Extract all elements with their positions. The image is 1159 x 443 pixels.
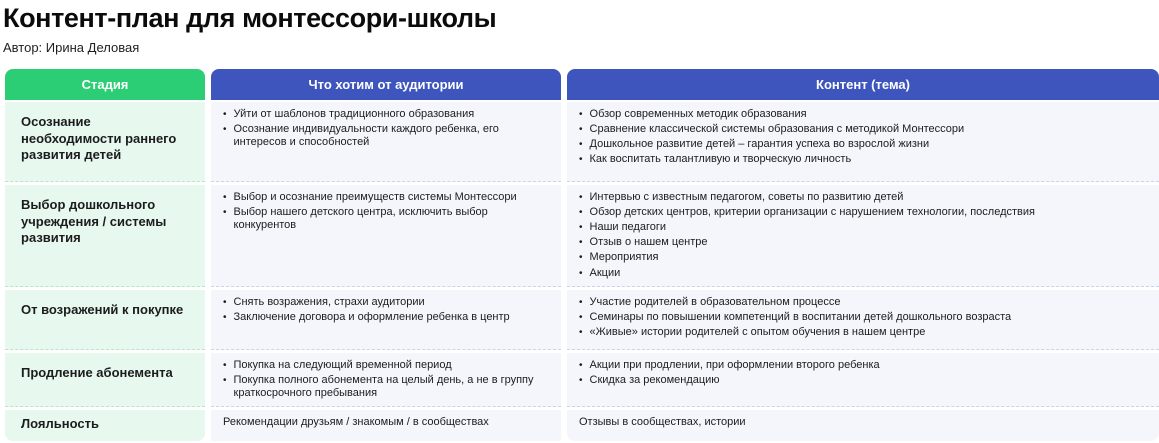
content-cell bbox=[567, 353, 1159, 408]
item-text: Наши педагоги bbox=[589, 221, 667, 234]
bullet-item bbox=[579, 311, 1145, 324]
item-text: Сравнение классической системы образования с методикой Монтессори bbox=[589, 122, 965, 135]
cell-text bbox=[579, 416, 1145, 429]
content-cell bbox=[567, 410, 1159, 441]
bullet-item bbox=[579, 296, 1145, 309]
stage-cell: Выбор дошкольного учреждения / системы развития bbox=[5, 185, 205, 287]
item-text: «Живые» истории родителей с опытом обучения в нашем центре bbox=[589, 326, 926, 339]
bullet-item bbox=[223, 296, 547, 309]
content-cell bbox=[567, 290, 1159, 350]
bullet-icon: • bbox=[579, 327, 583, 339]
bullet-icon: • bbox=[223, 312, 227, 323]
stage-cell: Продление абонемента bbox=[5, 353, 205, 408]
bullet-icon: • bbox=[223, 206, 227, 218]
table-row bbox=[5, 185, 1159, 287]
item-text: Выбор нашего детского центра, исключить выбор конкурентов bbox=[233, 205, 488, 232]
bullet-icon: • bbox=[579, 191, 583, 203]
column-header-audience: Что хотим от аудитории bbox=[211, 69, 561, 100]
item-text: Обзор детских центров, критерии организации с нарушением технологии, последствия bbox=[589, 205, 1035, 218]
bullet-icon: • bbox=[579, 252, 583, 264]
table-rows bbox=[5, 102, 1159, 442]
audience-cell bbox=[211, 290, 561, 350]
item-text: Покупка полного абонемента на целый день, а не в группу краткосрочного пребывания bbox=[233, 374, 534, 400]
table-row bbox=[5, 353, 1159, 408]
stage-cell: Лояльность bbox=[5, 410, 205, 441]
bullet-icon: • bbox=[223, 191, 227, 203]
item-text: Заключение договора и оформление ребенка в центр bbox=[233, 311, 510, 323]
page-author: Автор: Ирина Деловая bbox=[3, 39, 140, 55]
bullet-item bbox=[579, 359, 1145, 372]
column-header-content: Контент (тема) bbox=[567, 69, 1159, 100]
page-title: Контент-план для монтессори-школы bbox=[3, 3, 497, 33]
stage-cell: Осознание необходимости раннего развития детей bbox=[5, 102, 205, 182]
bullet-item bbox=[223, 191, 547, 204]
item-text: Мероприятия bbox=[589, 251, 659, 264]
item-text: Покупка на следующий временной период bbox=[233, 358, 452, 371]
bullet-item bbox=[579, 221, 1145, 234]
bullet-icon: • bbox=[223, 296, 227, 308]
bullet-item bbox=[223, 206, 547, 232]
bullet-icon: • bbox=[579, 312, 583, 323]
item-text: Осознание индивидуальности каждого ребенка, его интересов и способностей bbox=[233, 122, 499, 149]
bullet-icon: • bbox=[579, 296, 583, 308]
bullet-item bbox=[223, 108, 547, 121]
bullet-item bbox=[579, 251, 1145, 264]
table-header-row bbox=[5, 69, 1159, 100]
item-text: Семинары по повышении компетенций в воспитании детей дошкольного возраста bbox=[589, 311, 1012, 323]
bullet-item bbox=[579, 267, 1145, 280]
bullet-item bbox=[223, 359, 547, 372]
bullet-icon: • bbox=[579, 206, 583, 218]
table-row bbox=[5, 290, 1159, 350]
bullet-item bbox=[579, 108, 1145, 121]
bullet-icon: • bbox=[579, 359, 583, 371]
cell-text bbox=[223, 416, 547, 429]
bullet-icon: • bbox=[579, 267, 583, 279]
bullet-item bbox=[223, 311, 547, 324]
item-text: Как воспитать талантливую и творческую личность bbox=[589, 153, 852, 166]
stage-cell: От возражений к покупке bbox=[5, 290, 205, 350]
table-row bbox=[5, 102, 1159, 182]
content-cell bbox=[567, 102, 1159, 182]
audience-cell bbox=[211, 185, 561, 287]
bullet-icon: • bbox=[579, 237, 583, 249]
item-text: Обзор современных методик образования bbox=[589, 107, 807, 120]
item-text: Акции bbox=[589, 266, 621, 279]
item-text: Скидка за рекомендацию bbox=[589, 374, 720, 386]
content-plan-table bbox=[5, 69, 1159, 442]
bullet-icon: • bbox=[223, 359, 227, 371]
bullet-item bbox=[223, 123, 547, 149]
item-text: Рекомендации друзьям / знакомым / в сообществах bbox=[223, 416, 489, 429]
item-text: Интервью с известным педагогом, советы по развитию детей bbox=[589, 190, 904, 203]
bullet-item bbox=[579, 206, 1145, 219]
bullet-icon: • bbox=[579, 154, 583, 166]
bullet-icon: • bbox=[579, 222, 583, 234]
bullet-icon: • bbox=[579, 123, 583, 135]
table-row bbox=[5, 410, 1159, 441]
bullet-item bbox=[223, 374, 547, 400]
bullet-icon: • bbox=[579, 108, 583, 120]
audience-cell bbox=[211, 102, 561, 182]
bullet-item bbox=[579, 153, 1145, 166]
item-text: Уйти от шаблонов традиционного образования bbox=[233, 107, 475, 120]
bullet-icon: • bbox=[579, 139, 583, 151]
bullet-item bbox=[579, 236, 1145, 249]
bullet-icon: • bbox=[223, 375, 227, 386]
audience-cell bbox=[211, 353, 561, 408]
bullet-icon: • bbox=[579, 375, 583, 386]
item-text: Акции при продлении, при оформлении второго ребенка bbox=[589, 358, 880, 371]
item-text: Дошкольное развитие детей – гарантия успеха во взрослой жизни bbox=[589, 138, 930, 151]
item-text: Снять возражения, страхи аудитории bbox=[233, 295, 425, 308]
bullet-item bbox=[579, 123, 1145, 136]
bullet-item bbox=[579, 138, 1145, 151]
item-text: Отзыв о нашем центре bbox=[589, 236, 708, 249]
content-cell bbox=[567, 185, 1159, 287]
item-text: Участие родителей в образовательном процессе bbox=[589, 295, 841, 308]
bullet-item bbox=[579, 191, 1145, 204]
bullet-item bbox=[579, 374, 1145, 387]
audience-cell bbox=[211, 410, 561, 441]
bullet-icon: • bbox=[223, 108, 227, 120]
item-text: Отзывы в сообществах, истории bbox=[579, 416, 746, 429]
bullet-item bbox=[579, 326, 1145, 339]
bullet-icon: • bbox=[223, 123, 227, 135]
column-header-stage: Стадия bbox=[5, 69, 205, 100]
item-text: Выбор и осознание преимуществ системы Монтессори bbox=[233, 190, 517, 203]
